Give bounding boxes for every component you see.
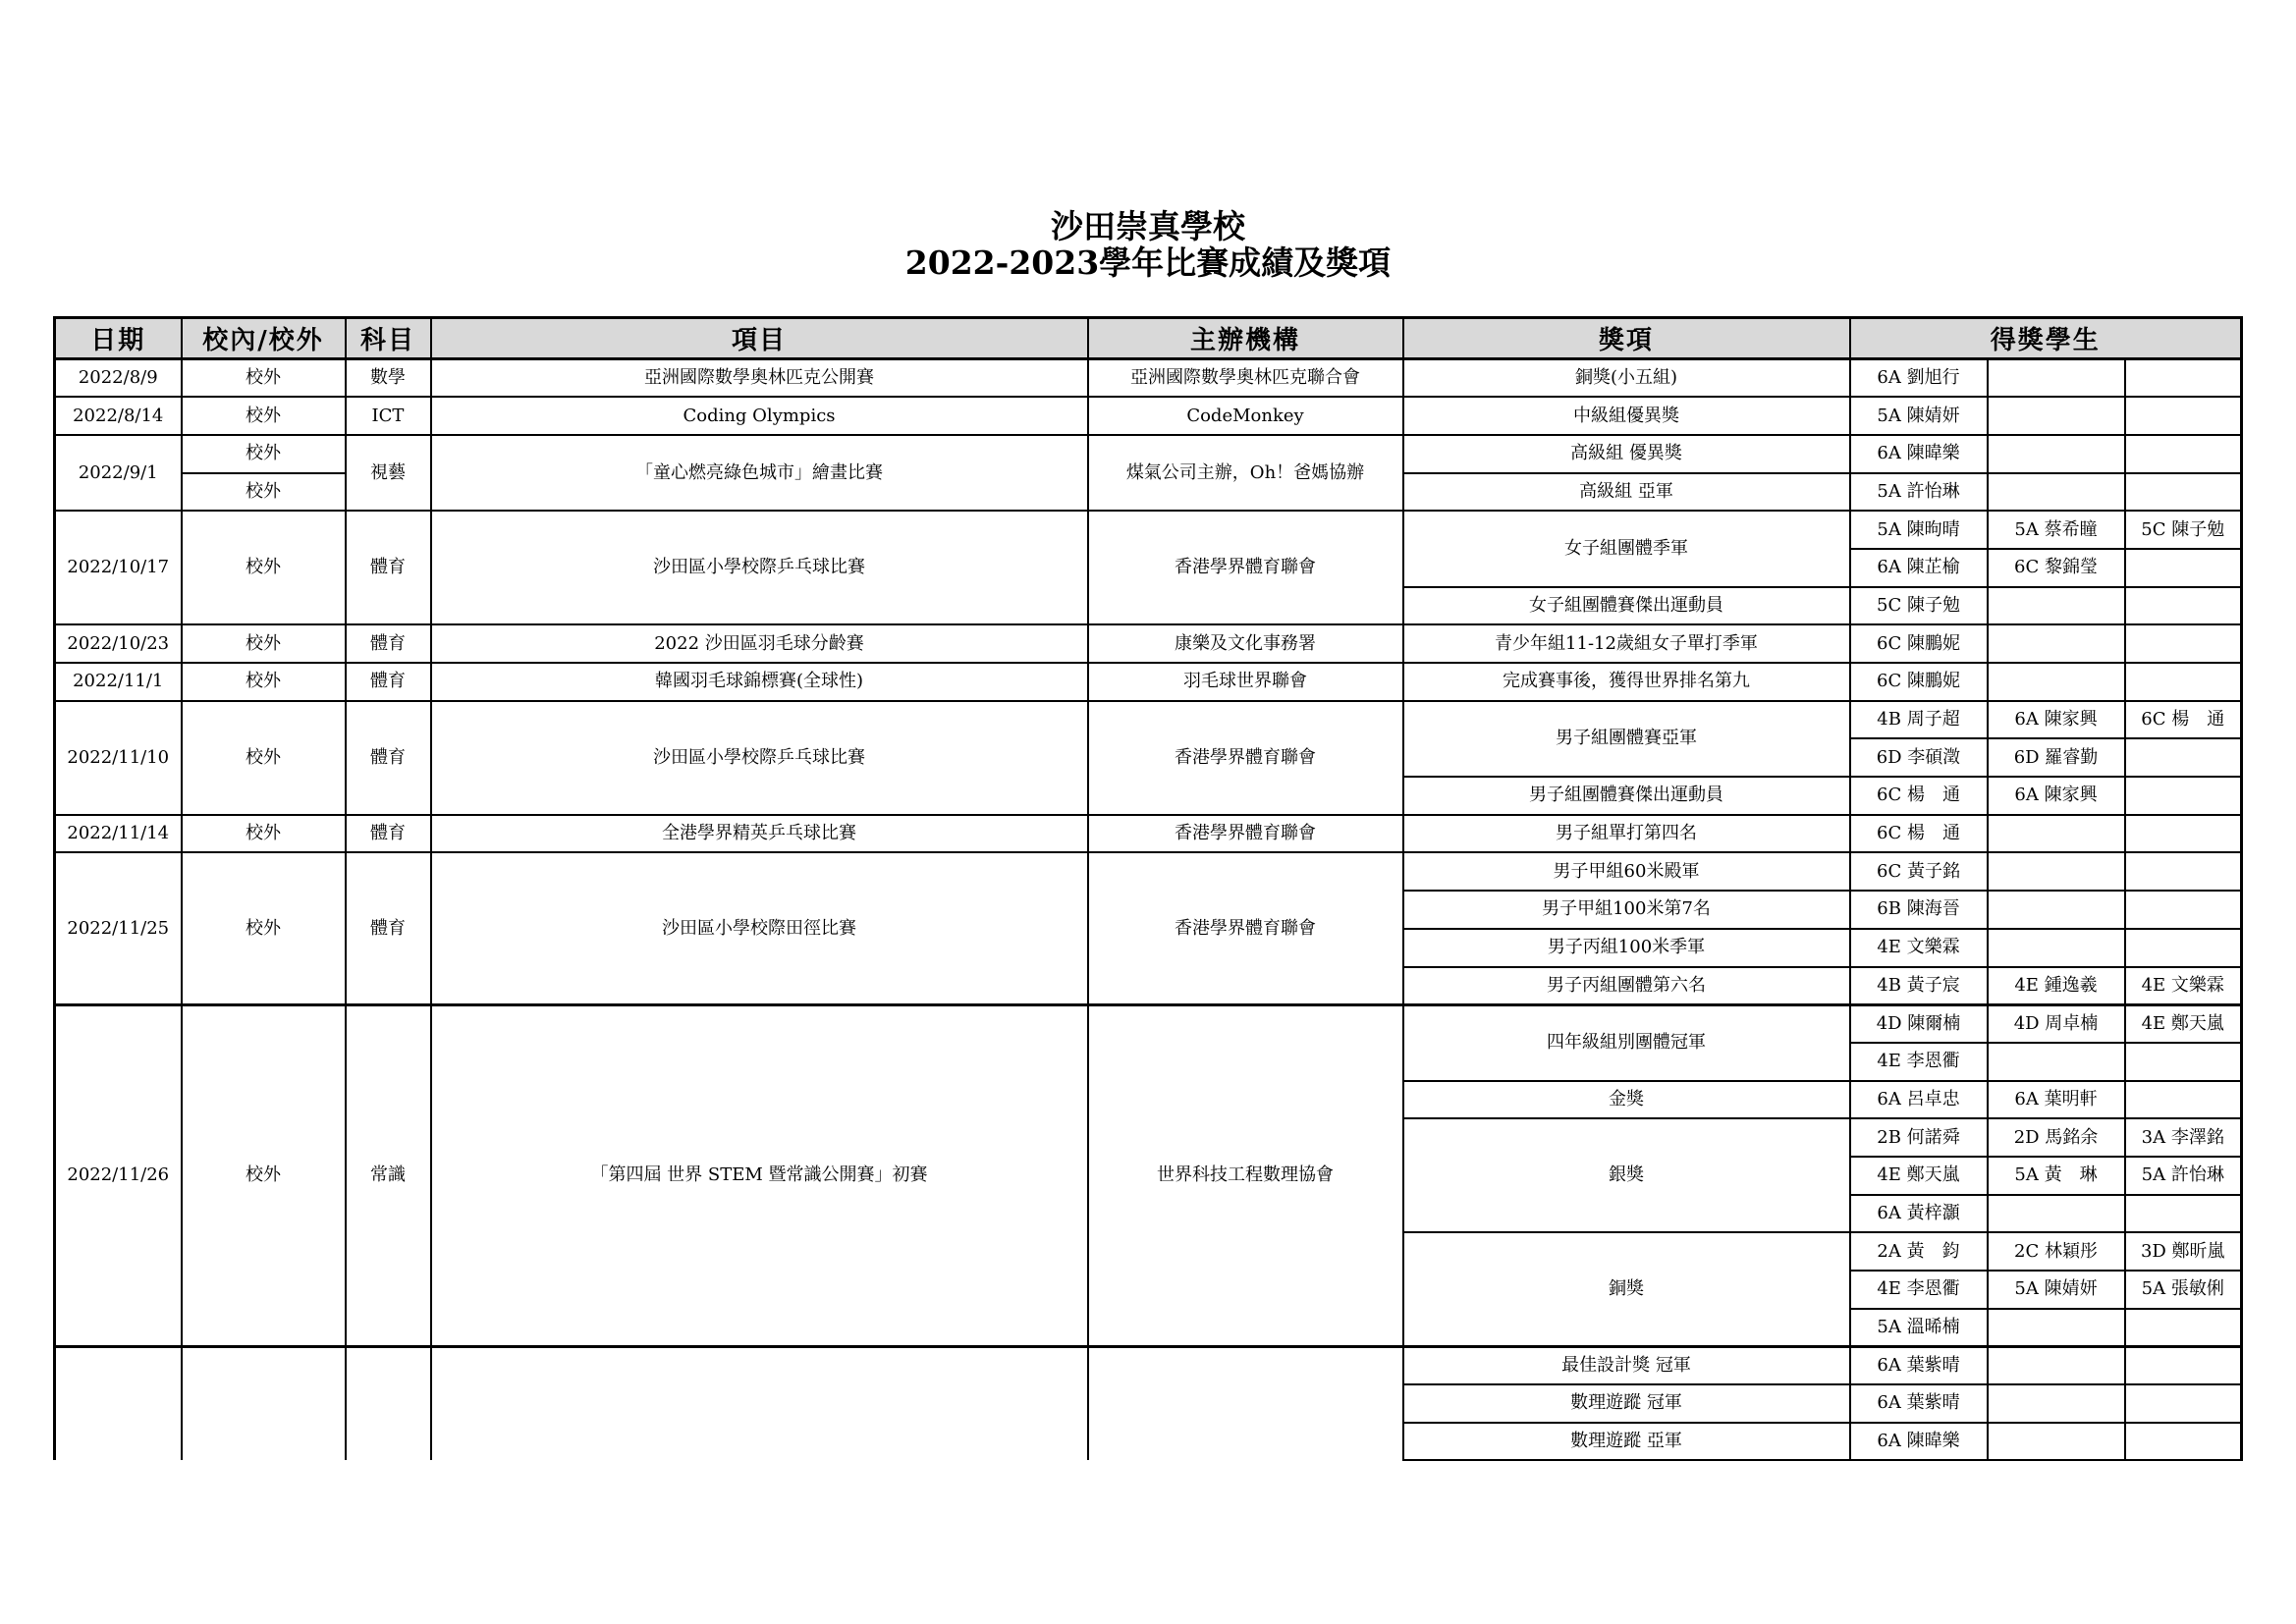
student-cell-empty: [1988, 891, 2125, 929]
table-row: [55, 1004, 2242, 1043]
location-cell: 校外: [182, 473, 346, 512]
subject-cell: 體育: [346, 815, 431, 853]
student-cell: 2D 馬銘余: [1988, 1118, 2125, 1157]
date-cell: 2022/9/1: [55, 435, 182, 511]
student-cell: 2A 黃 鈞: [1850, 1232, 1988, 1271]
student-cell-empty: [1988, 1423, 2125, 1461]
award-cell: 青少年組11-12歲組女子單打季軍: [1403, 624, 1850, 663]
student-cell: 6A 葉紫晴: [1850, 1384, 1988, 1423]
student-cell-empty: [2125, 1346, 2242, 1384]
award-cell: 男子甲組60米殿軍: [1403, 852, 1850, 891]
student-cell: 6D 李碩澂: [1850, 738, 1988, 777]
subject-cell: 常識: [346, 1004, 431, 1346]
organizer-cell: 香港學界體育聯會: [1088, 815, 1403, 853]
event-cell: 「童心燃亮綠色城市」繪畫比賽: [431, 435, 1088, 511]
student-cell: 6C 楊 通: [1850, 777, 1988, 815]
award-cell: 高級組 優異獎: [1403, 435, 1850, 473]
header-date: 日期: [55, 318, 182, 359]
header-subject: 科目: [346, 318, 431, 359]
student-cell-empty: [2125, 815, 2242, 853]
event-cell: Coding Olympics: [431, 397, 1088, 435]
student-cell: 5A 張敏俐: [2125, 1271, 2242, 1309]
student-cell-empty: [1988, 1195, 2125, 1233]
student-cell: 6A 陳暐樂: [1850, 435, 1988, 473]
student-cell-empty: [2125, 852, 2242, 891]
school-name: 沙田崇真學校: [1051, 207, 1245, 245]
student-cell-empty: [1988, 1043, 2125, 1081]
date-cell: 2022/8/9: [55, 359, 182, 398]
date-cell: 2022/10/23: [55, 624, 182, 663]
student-cell-empty: [2125, 1384, 2242, 1423]
student-cell: 4B 黃子宸: [1850, 967, 1988, 1005]
student-cell: 6A 黃梓灝: [1850, 1195, 1988, 1233]
student-cell-empty: [2125, 397, 2242, 435]
document-title-block: [0, 208, 2296, 281]
table-row: [55, 435, 2242, 473]
student-cell: 6A 陳芷榆: [1850, 549, 1988, 587]
subject-cell: 體育: [346, 624, 431, 663]
subject-cell: 數學: [346, 359, 431, 398]
award-cell: 男子組團體賽亞軍: [1403, 701, 1850, 777]
location-cell-empty: [182, 1346, 346, 1460]
student-cell-empty: [2125, 663, 2242, 701]
student-cell: 6C 陳鵬妮: [1850, 624, 1988, 663]
table-row: [55, 663, 2242, 701]
award-cell: 男子甲組100米第7名: [1403, 891, 1850, 929]
location-cell: 校外: [182, 1004, 346, 1346]
date-cell: 2022/11/10: [55, 701, 182, 815]
organizer-cell: CodeMonkey: [1088, 397, 1403, 435]
student-cell-empty: [1988, 624, 2125, 663]
student-cell: 6C 陳鵬妮: [1850, 663, 1988, 701]
organizer-cell: 煤氣公司主辦，Oh！爸媽協辦: [1088, 435, 1403, 511]
subject-cell: 體育: [346, 511, 431, 624]
student-cell-empty: [1988, 1309, 2125, 1347]
student-cell-empty: [2125, 1081, 2242, 1119]
student-cell: 6C 黃子銘: [1850, 852, 1988, 891]
student-cell-empty: [2125, 587, 2242, 625]
subject-cell: 視藝: [346, 435, 431, 511]
student-cell: 4E 鄭天嵐: [2125, 1004, 2242, 1043]
subject-cell-empty: [346, 1346, 431, 1460]
student-cell-empty: [2125, 1043, 2242, 1081]
student-cell-empty: [1988, 815, 2125, 853]
student-cell-empty: [2125, 624, 2242, 663]
award-cell: 女子組團體賽傑出運動員: [1403, 587, 1850, 625]
location-cell: 校外: [182, 397, 346, 435]
student-cell: 3A 李澤銘: [2125, 1118, 2242, 1157]
student-cell-empty: [2125, 435, 2242, 473]
header-event: 項目: [431, 318, 1088, 359]
student-cell: 2C 林穎彤: [1988, 1232, 2125, 1271]
award-cell: 銅獎(小五組): [1403, 359, 1850, 398]
location-cell: 校外: [182, 663, 346, 701]
student-cell: 6D 羅睿勤: [1988, 738, 2125, 777]
table-row: [55, 1346, 2242, 1384]
location-cell: 校外: [182, 815, 346, 853]
results-table: [53, 316, 2243, 1461]
student-cell: 6A 葉紫晴: [1850, 1346, 1988, 1384]
award-cell: 四年級組別團體冠軍: [1403, 1004, 1850, 1080]
header-students: 得獎學生: [1850, 318, 2242, 359]
organizer-cell: 世界科技工程數理協會: [1088, 1004, 1403, 1346]
award-cell: 男子丙組團體第六名: [1403, 967, 1850, 1005]
student-cell-empty: [2125, 549, 2242, 587]
student-cell-empty: [2125, 1423, 2242, 1461]
header-organizer: 主辦機構: [1088, 318, 1403, 359]
student-cell-empty: [1988, 587, 2125, 625]
student-cell: 4E 李恩衢: [1850, 1043, 1988, 1081]
header-location: 校內/校外: [182, 318, 346, 359]
location-cell: 校外: [182, 624, 346, 663]
award-cell: 高級組 亞軍: [1403, 473, 1850, 512]
location-cell: 校外: [182, 511, 346, 624]
subject-cell: ICT: [346, 397, 431, 435]
student-cell: 5A 許怡琳: [2125, 1157, 2242, 1195]
student-cell: 6B 陳海晉: [1850, 891, 1988, 929]
organizer-cell: 香港學界體育聯會: [1088, 852, 1403, 1004]
header-row: [55, 318, 2242, 359]
student-cell: 4E 鍾逸羲: [1988, 967, 2125, 1005]
event-cell-empty: [431, 1346, 1088, 1460]
event-cell: 全港學界精英乒乓球比賽: [431, 815, 1088, 853]
location-cell: 校外: [182, 701, 346, 815]
student-cell: 6A 葉明軒: [1988, 1081, 2125, 1119]
student-cell: 6A 劉旭行: [1850, 359, 1988, 398]
location-cell: 校外: [182, 359, 346, 398]
table-row: [55, 701, 2242, 739]
document-title: 2022-2023學年比賽成績及獎項: [904, 244, 1392, 282]
organizer-cell: 香港學界體育聯會: [1088, 511, 1403, 624]
organizer-cell: 亞洲國際數學奧林匹克聯合會: [1088, 359, 1403, 398]
date-cell-empty: [55, 1346, 182, 1460]
student-cell-empty: [2125, 359, 2242, 398]
subject-cell: 體育: [346, 701, 431, 815]
table-row: [55, 852, 2242, 891]
student-cell-empty: [1988, 435, 2125, 473]
award-cell: 數理遊蹤 亞軍: [1403, 1423, 1850, 1461]
event-cell: 「第四屆 世界 STEM 暨常識公開賽」初賽: [431, 1004, 1088, 1346]
award-cell: 銀獎: [1403, 1118, 1850, 1232]
date-cell: 2022/8/14: [55, 397, 182, 435]
award-cell: 數理遊蹤 冠軍: [1403, 1384, 1850, 1423]
student-cell: 6A 呂卓忠: [1850, 1081, 1988, 1119]
student-cell: 4E 文樂霖: [1850, 929, 1988, 967]
header-award: 獎項: [1403, 318, 1850, 359]
date-cell: 2022/11/25: [55, 852, 182, 1004]
student-cell: 2B 何諾舜: [1850, 1118, 1988, 1157]
student-cell-empty: [2125, 891, 2242, 929]
organizer-cell-empty: [1088, 1346, 1403, 1460]
student-cell-empty: [1988, 1346, 2125, 1384]
student-cell: 4B 周子超: [1850, 701, 1988, 739]
student-cell: 6C 楊 通: [1850, 815, 1988, 853]
student-cell: 6A 陳暐樂: [1850, 1423, 1988, 1461]
event-cell: 沙田區小學校際田徑比賽: [431, 852, 1088, 1004]
event-cell: 沙田區小學校際乒乓球比賽: [431, 511, 1088, 624]
student-cell-empty: [1988, 397, 2125, 435]
subject-cell: 體育: [346, 852, 431, 1004]
student-cell: 6A 陳家興: [1988, 701, 2125, 739]
table-row: [55, 815, 2242, 853]
student-cell-empty: [2125, 738, 2242, 777]
date-cell: 2022/11/14: [55, 815, 182, 853]
table-row: [55, 359, 2242, 398]
student-cell: 5A 黃 琳: [1988, 1157, 2125, 1195]
student-cell: 6C 楊 通: [2125, 701, 2242, 739]
table-header: [55, 318, 2242, 359]
student-cell: 6A 陳家興: [1988, 777, 2125, 815]
student-cell-empty: [1988, 852, 2125, 891]
award-cell: 銅獎: [1403, 1232, 1850, 1346]
student-cell: 5A 陳婧妍: [1850, 397, 1988, 435]
award-cell: 男子組團體賽傑出運動員: [1403, 777, 1850, 815]
student-cell-empty: [2125, 777, 2242, 815]
student-cell: 6C 黎錦瑩: [1988, 549, 2125, 587]
student-cell: 3D 鄭昕嵐: [2125, 1232, 2242, 1271]
student-cell: 5A 陳婧妍: [1988, 1271, 2125, 1309]
award-cell: 女子組團體季軍: [1403, 511, 1850, 586]
student-cell-empty: [1988, 929, 2125, 967]
student-cell-empty: [2125, 929, 2242, 967]
table-row: [55, 511, 2242, 549]
student-cell-empty: [2125, 1309, 2242, 1347]
location-cell: 校外: [182, 435, 346, 473]
student-cell: 4E 李恩衢: [1850, 1271, 1988, 1309]
organizer-cell: 康樂及文化事務署: [1088, 624, 1403, 663]
student-cell: 5A 陳昫晴: [1850, 511, 1988, 549]
student-cell: 5A 溫晞楠: [1850, 1309, 1988, 1347]
student-cell-empty: [1988, 473, 2125, 512]
results-table-body: [55, 359, 2242, 1461]
event-cell: 亞洲國際數學奧林匹克公開賽: [431, 359, 1088, 398]
award-cell: 中級組優異獎: [1403, 397, 1850, 435]
student-cell-empty: [1988, 1384, 2125, 1423]
student-cell-empty: [1988, 359, 2125, 398]
award-cell: 男子組單打第四名: [1403, 815, 1850, 853]
table-row: [55, 397, 2242, 435]
award-cell: 金獎: [1403, 1081, 1850, 1119]
award-cell: 男子丙組100米季軍: [1403, 929, 1850, 967]
student-cell: 4D 陳爾楠: [1850, 1004, 1988, 1043]
student-cell: 4D 周卓楠: [1988, 1004, 2125, 1043]
organizer-cell: 香港學界體育聯會: [1088, 701, 1403, 815]
student-cell-empty: [1988, 663, 2125, 701]
date-cell: 2022/11/1: [55, 663, 182, 701]
date-cell: 2022/11/26: [55, 1004, 182, 1346]
organizer-cell: 羽毛球世界聯會: [1088, 663, 1403, 701]
student-cell: 5A 許怡琳: [1850, 473, 1988, 512]
student-cell: 4E 文樂霖: [2125, 967, 2242, 1005]
event-cell: 韓國羽毛球錦標賽(全球性): [431, 663, 1088, 701]
student-cell: 5C 陳子勉: [1850, 587, 1988, 625]
student-cell-empty: [2125, 473, 2242, 512]
student-cell: 5C 陳子勉: [2125, 511, 2242, 549]
student-cell: 5A 蔡希瞳: [1988, 511, 2125, 549]
date-cell: 2022/10/17: [55, 511, 182, 624]
student-cell-empty: [2125, 1195, 2242, 1233]
award-cell: 最佳設計獎 冠軍: [1403, 1346, 1850, 1384]
student-cell: 4E 鄭天嵐: [1850, 1157, 1988, 1195]
table-row: [55, 624, 2242, 663]
event-cell: 沙田區小學校際乒乓球比賽: [431, 701, 1088, 815]
award-cell: 完成賽事後，獲得世界排名第九: [1403, 663, 1850, 701]
subject-cell: 體育: [346, 663, 431, 701]
location-cell: 校外: [182, 852, 346, 1004]
event-cell: 2022 沙田區羽毛球分齡賽: [431, 624, 1088, 663]
